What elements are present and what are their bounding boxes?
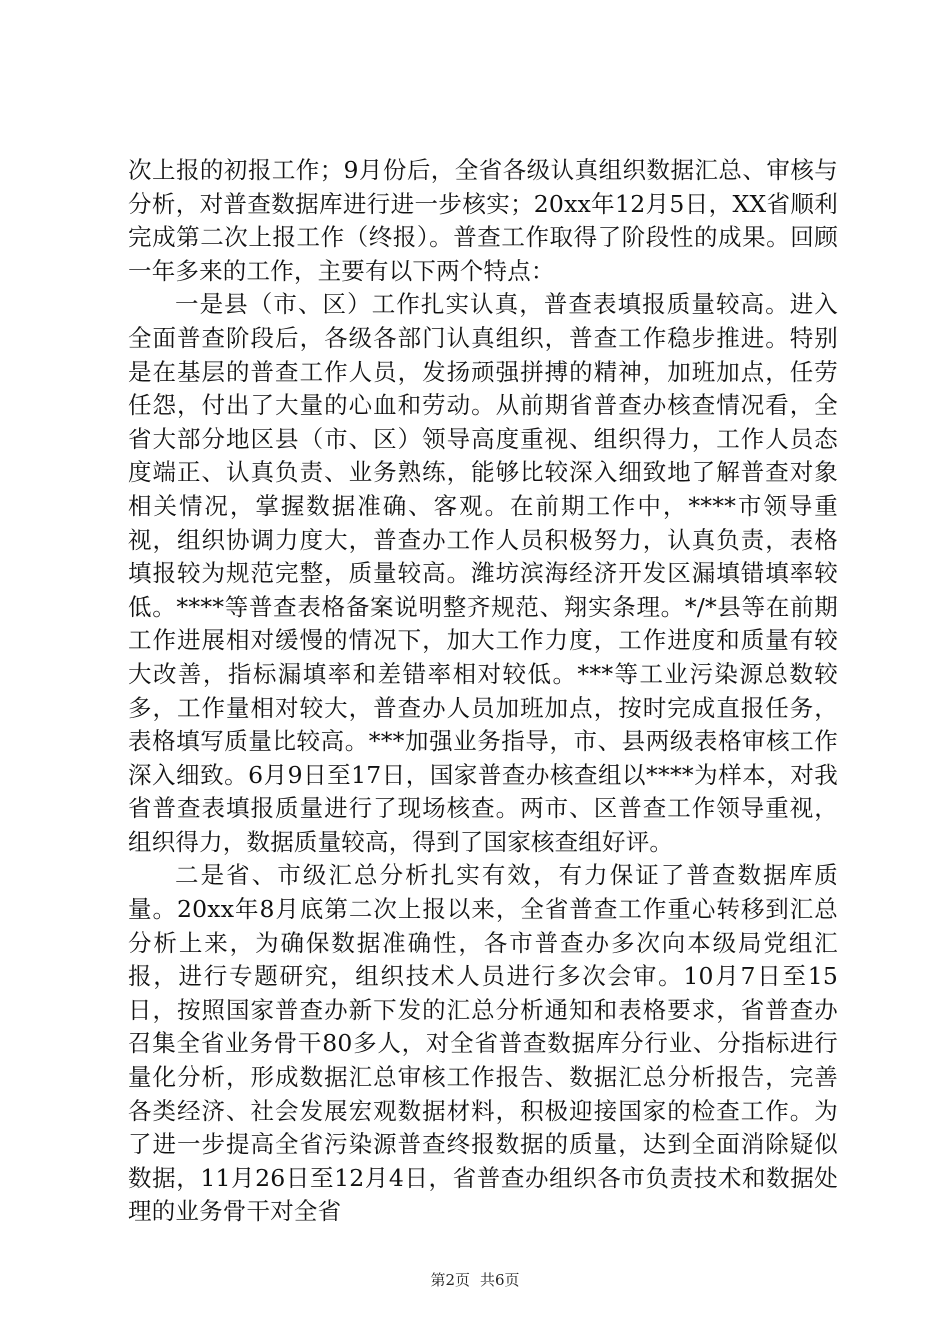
page-footer xyxy=(0,1269,950,1290)
page-total: 共6页 xyxy=(480,1271,520,1289)
paragraph-feature-two: 二是省、市级汇总分析扎实有效，有力保证了普查数据库质量。20xx年8月底第二次上报以来，全省普查工作重心转移到汇总分析上来，为确保数据准确性，各市普查办多次向本级局党组汇报，进行专题研究，组织技术人员进行多次会审。10月7日至15日，按照国家普查办新下发的汇总分析通知和表格要求，省普查办召集全省业务骨干80多人，对全省普查数据库分行业、分指标进行量化分析，形成数据汇总审核工作报告、数据汇总分析报告，完善各类经济、社会发展宏观数据材料，积极迎接国家的检查工作。为了进一步提高全省污染源普查终报数据的质量，达到全面消除疑似数据，11月26日至12月4日，省普查办组织各市负责技术和数据处理的业务骨干对全省 xyxy=(128,861,838,1226)
paragraph-continuation: 次上报的初报工作；9月份后，全省各级认真组织数据汇总、审核与分析，对普查数据库进行进一步核实；20xx年12月5日，XX省顺利完成第二次上报工作（终报）。普查工作取得了阶段性的成果。回顾一年多来的工作，主要有以下两个特点： xyxy=(128,156,838,285)
page-number: 第2页 xyxy=(430,1271,470,1289)
document-body xyxy=(128,154,838,1229)
paragraph-feature-one: 一是县（市、区）工作扎实认真，普查表填报质量较高。进入全面普查阶段后，各级各部门认真组织，普查工作稳步推进。特别是在基层的普查工作人员，发扬顽强拼搏的精神，加班加点，任劳任怨，付出了大量的心血和劳动。从前期省普查办核查情况看，全省大部分地区县（市、区）领导高度重视、组织得力，工作人员态度端正、认真负责、业务熟练，能够比较深入细致地了解普查对象相关情况，掌握数据准确、客观。在前期工作中，****市领导重视，组织协调力度大，普查办工作人员积极努力，认真负责，表格填报较为规范完整，质量较高。潍坊滨海经济开发区漏填错填率较低。****等普查表格备案说明整齐规范、翔实条理。*/*县等在前期工作进展相对缓慢的情况下，加大工作力度，工作进度和质量有较大改善，指标漏填率和差错率相对较低。***等工业污染源总数较多，工作量相对较大，普查办人员加班加点，按时完成直报任务，表格填写质量比较高。***加强业务指导，市、县两级表格审核工作深入细致。6月9日至17日，国家普查办核查组以****为样本，对我省普查表填报质量进行了现场核查。两市、区普查工作领导重视，组织得力，数据质量较高，得到了国家核查组好评。 xyxy=(128,290,838,856)
